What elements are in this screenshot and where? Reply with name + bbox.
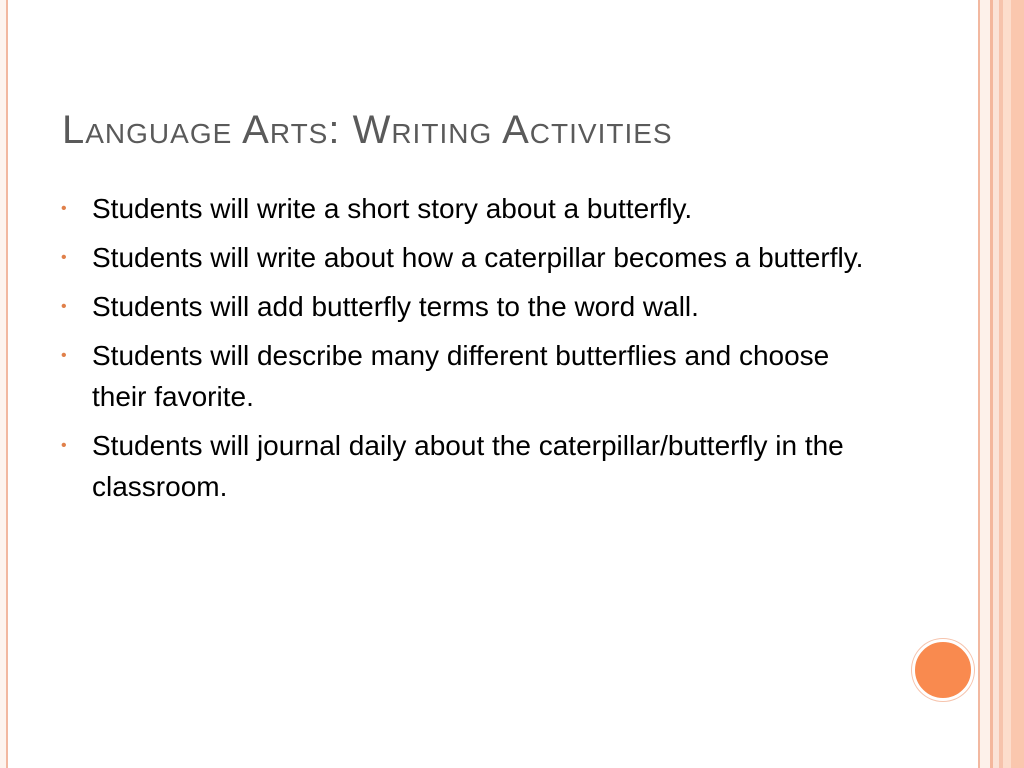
bullet-text: Students will describe many different butterflies and choose their favorite. [92, 340, 830, 412]
stripe [1011, 0, 1024, 768]
bullet-item [60, 237, 890, 278]
bullet-item [60, 335, 890, 417]
stripe [980, 0, 990, 768]
bullet-text: Students will add butterfly terms to the word wall. [92, 291, 699, 322]
bullet-icon: • [61, 200, 67, 217]
stripe [1003, 0, 1011, 768]
bullet-icon: • [61, 249, 67, 266]
accent-circle-decoration [912, 639, 974, 701]
bullet-text: Students will write about how a caterpillar becomes a butterfly. [92, 242, 864, 273]
bullet-icon: • [61, 298, 67, 315]
bullet-item [60, 425, 890, 507]
bullet-text: Students will write a short story about a butterfly. [92, 193, 693, 224]
bullet-item [60, 286, 890, 327]
right-stripe-decoration [978, 0, 1024, 768]
bullet-list [60, 188, 890, 515]
bullet-icon: • [61, 437, 67, 454]
bullet-item [60, 188, 890, 229]
slide-title: Language Arts: Writing Activities [62, 108, 673, 152]
left-border-decoration [0, 0, 8, 768]
bullet-text: Students will journal daily about the caterpillar/butterfly in the classroom. [92, 430, 844, 502]
bullet-icon: • [61, 347, 67, 364]
